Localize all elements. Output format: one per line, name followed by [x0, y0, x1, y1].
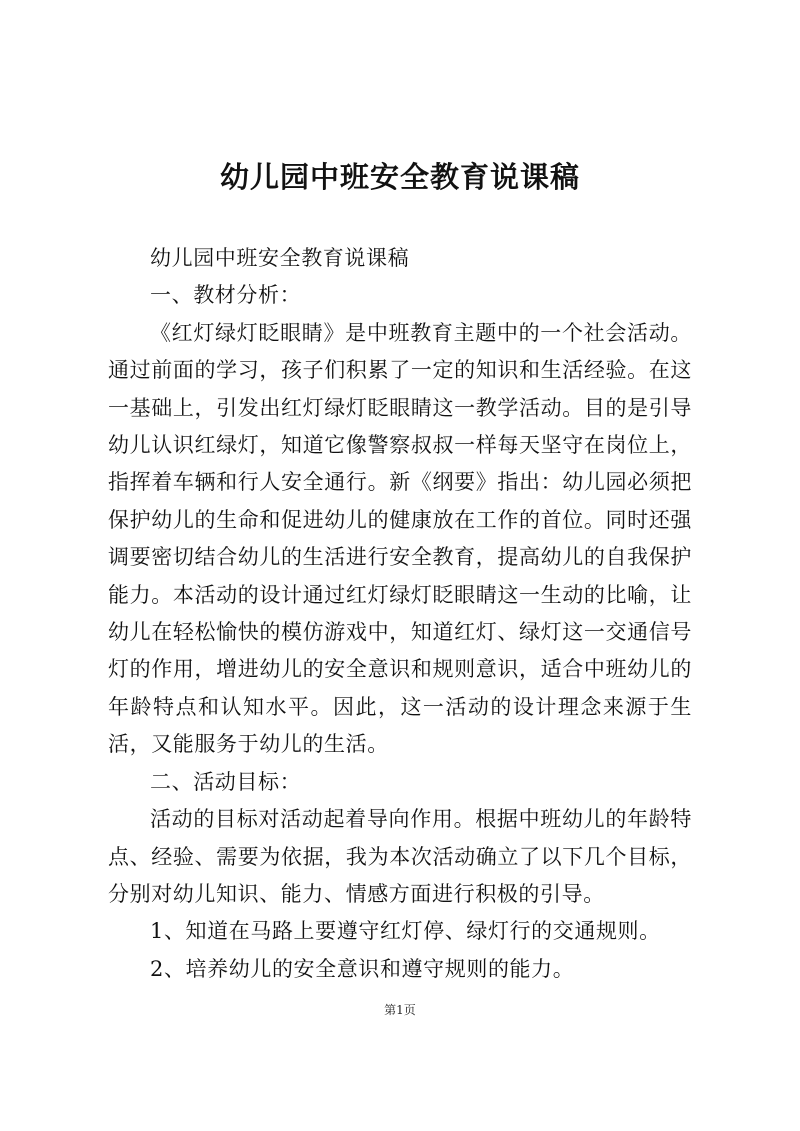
document-title: 幼儿园中班安全教育说课稿: [219, 160, 580, 194]
document-body: [108, 240, 692, 988]
page-number: 第1页: [384, 1003, 416, 1017]
goal-item-2: 2、培养幼儿的安全意识和遵守规则的能力。: [150, 956, 575, 981]
paragraph-subtitle: 幼儿园中班安全教育说课稿: [150, 246, 410, 270]
goal-item-1: 1、知道在马路上要遵守红灯停、绿灯行的交通规则。: [150, 919, 661, 944]
section-heading-materials: 一、教材分析：: [150, 283, 302, 308]
paragraph-materials-analysis: 《红灯绿灯眨眼睛》是中班教育主题中的一个社会活动。通过前面的学习，孩子们积累了一定的知识和生活经验。在这一基础上，引发出红灯绿灯眨眼睛这一教学活动。目的是引导幼儿认识红绿灯，知道它像警察叔叔一样每天坚守在岗位上，指挥着车辆和行人安全通行。新《纲要》指出：幼儿园必须把保护幼儿的生命和促进幼儿的健康放在工作的首位。同时还强调要密切结合幼儿的生活进行安全教育，提高幼儿的自我保护能力。本活动的设计通过红灯绿灯眨眼睛这一生动的比喻，让幼儿在轻松愉快的模仿游戏中，知道红灯、绿灯这一交通信号灯的作用，增进幼儿的安全意识和规则意识，适合中班幼儿的年龄特点和认知水平。因此，这一活动的设计理念来源于生活，又能服务于幼儿的生活。: [108, 320, 692, 757]
paragraph-goals-intro: 活动的目标对活动起着导向作用。根据中班幼儿的年龄特点、经验、需要为依据，我为本次活动确立了以下几个目标，分别对幼儿知识、能力、情感方面进行积极的引导。: [108, 807, 692, 906]
section-heading-goals: 二、活动目标：: [150, 769, 302, 794]
